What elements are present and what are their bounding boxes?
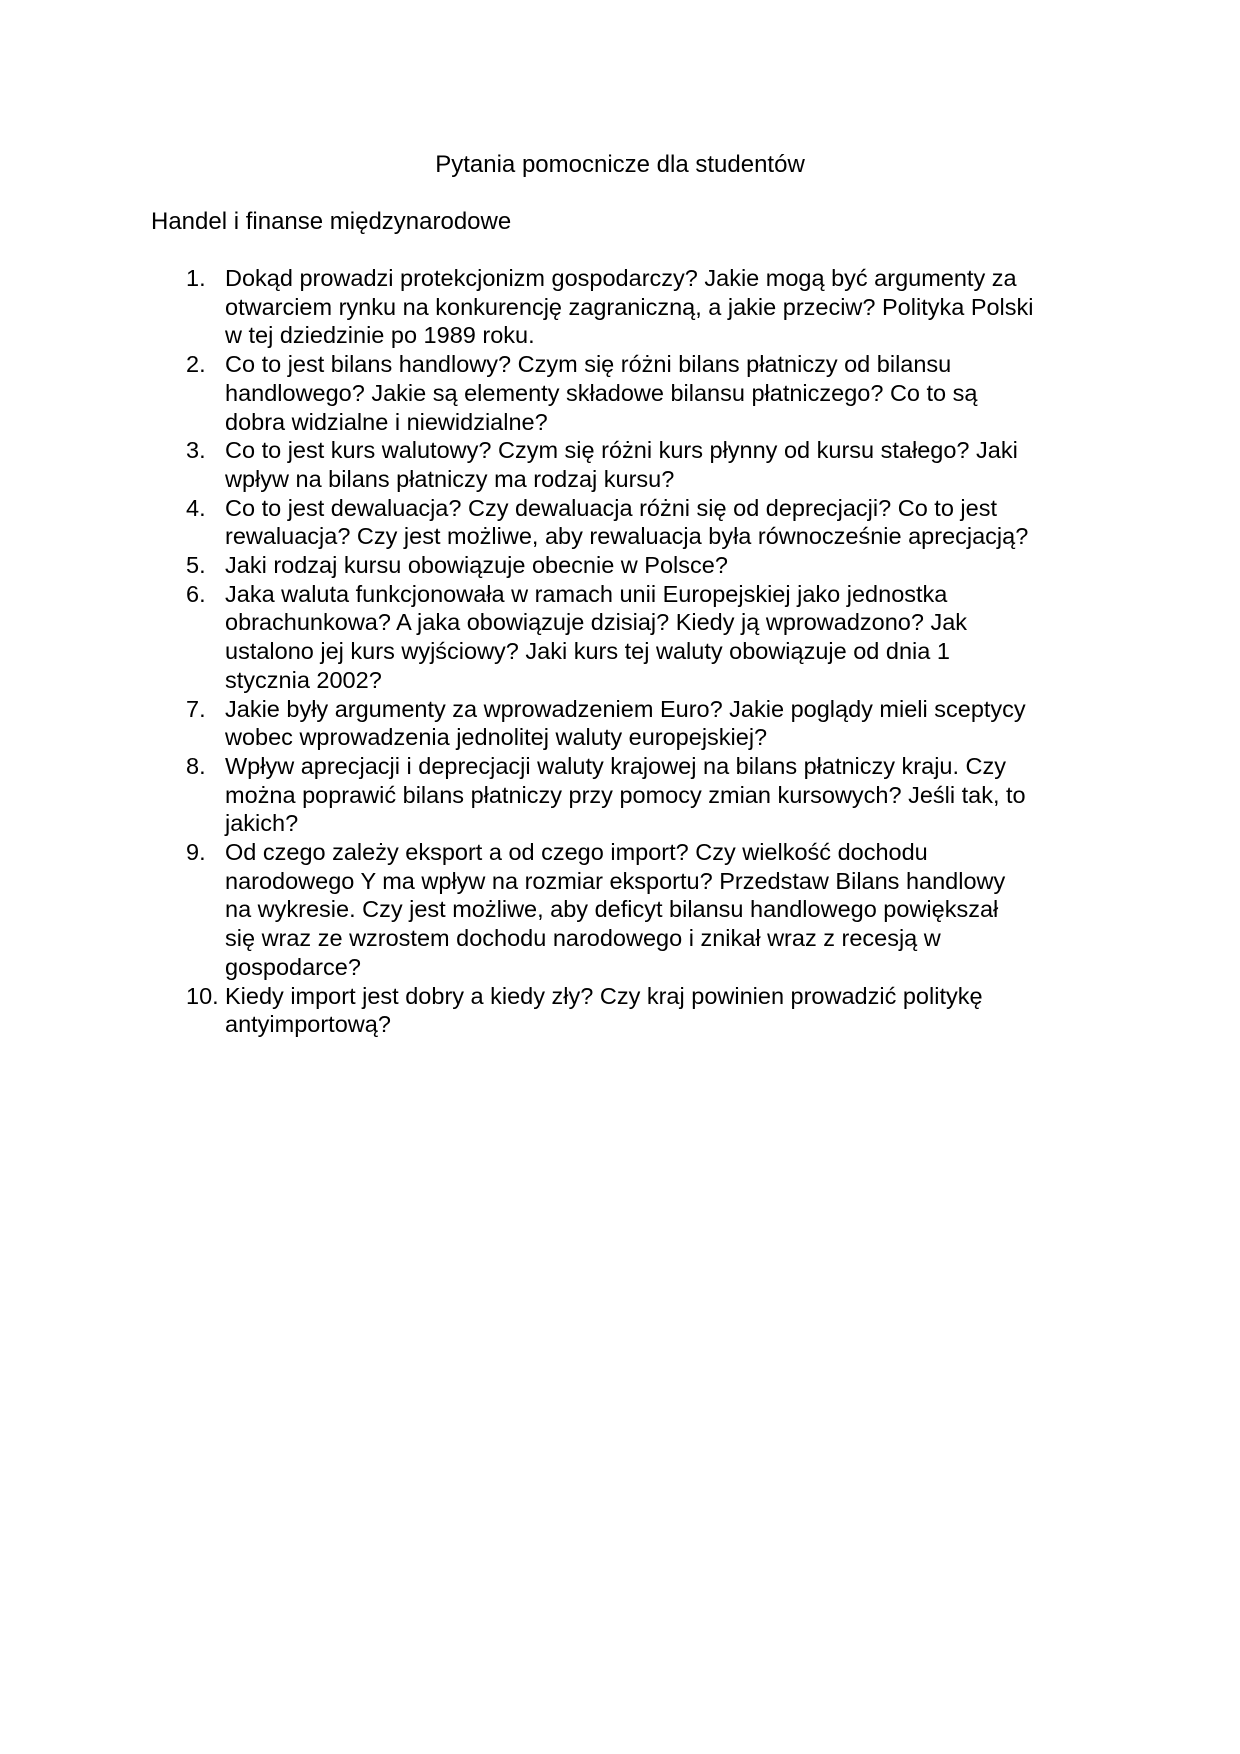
question-text-line: Jaki rodzaj kursu obowiązuje obecnie w Polsce? <box>225 552 728 579</box>
question-text-line: Jaka waluta funkcjonowała w ramach unii Europejskiej jako jednostka <box>225 580 948 607</box>
question-item <box>0 494 1095 551</box>
question-text-line: otwarciem rynku na konkurencję zagraniczną, a jakie przeciw? Polityka Polski <box>225 293 1034 320</box>
question-text-line: się wraz ze wzrostem dochodu narodowego i znikał wraz z recesją w <box>225 925 941 952</box>
question-number: 5. <box>186 552 206 579</box>
question-text-line: Kiedy import jest dobry a kiedy zły? Czy kraj powinien prowadzić politykę <box>225 982 983 1009</box>
question-text-line: Co to jest dewaluacja? Czy dewaluacja różni się od deprecjacji? Co to jest <box>225 494 997 521</box>
question-text-line: stycznia 2002? <box>225 666 382 693</box>
question-text-line: wpływ na bilans płatniczy ma rodzaj kursu? <box>225 465 675 492</box>
question-item <box>0 350 1095 436</box>
question-text-line: Co to jest kurs walutowy? Czym się różni kurs płynny od kursu stałego? Jaki <box>225 437 1018 464</box>
question-number: 4. <box>186 494 206 521</box>
question-text-line: dobra widzialne i niewidzialne? <box>225 408 548 435</box>
question-text-line: Dokąd prowadzi protekcjonizm gospodarczy? Jakie mogą być argumenty za <box>225 265 1017 291</box>
question-text-line: ustalono jej kurs wyjściowy? Jaki kurs tej waluty obowiązuje od dnia 1 <box>225 638 950 665</box>
question-text-line: Wpływ aprecjacji i deprecjacji waluty krajowej na bilans płatniczy kraju. Czy <box>225 752 1007 779</box>
question-number: 8. <box>186 752 206 779</box>
question-text-line: Co to jest bilans handlowy? Czym się różni bilans płatniczy od bilansu <box>225 351 952 378</box>
question-item <box>0 580 1095 695</box>
question-item <box>0 264 1095 350</box>
question-item <box>0 695 1095 752</box>
question-number: 6. <box>186 580 206 607</box>
question-text-line: antyimportową? <box>225 1011 391 1038</box>
question-text-line: Jakie były argumenty za wprowadzeniem Euro? Jakie poglądy mieli sceptycy <box>225 695 1026 722</box>
question-text-line: narodowego Y ma wpływ na rozmiar eksportu? Przedstaw Bilans handlowy <box>225 867 1006 894</box>
question-item <box>0 551 1095 580</box>
question-item <box>0 982 1095 1039</box>
question-text-line: handlowego? Jakie są elementy składowe bilansu płatniczego? Co to są <box>225 379 978 406</box>
question-list <box>0 264 1240 1039</box>
question-text-line: wobec wprowadzenia jednolitej waluty europejskiej? <box>225 724 768 751</box>
question-text-line: gospodarce? <box>225 953 361 980</box>
question-number: 10. <box>186 982 219 1009</box>
question-text-line: Od czego zależy eksport a od czego import? Czy wielkość dochodu <box>225 839 928 866</box>
question-item <box>0 838 1095 982</box>
question-number: 9. <box>186 839 206 866</box>
question-text-line: można poprawić bilans płatniczy przy pomocy zmian kursowych? Jeśli tak, to <box>225 781 1026 808</box>
question-text-line: obrachunkowa? A jaka obowiązuje dzisiaj? Kiedy ją wprowadzono? Jak <box>225 609 968 636</box>
question-item <box>0 436 1095 493</box>
question-number: 7. <box>186 695 206 722</box>
page-title: Pytania pomocnicze dla studentów <box>435 151 805 178</box>
question-item <box>0 752 1095 838</box>
question-text-line: rewaluacja? Czy jest możliwe, aby rewaluacja była równocześnie aprecjacją? <box>225 523 1029 550</box>
section-heading: Handel i finanse międzynarodowe <box>151 208 512 235</box>
question-number: 2. <box>186 351 206 378</box>
question-text-line: jakich? <box>225 810 299 837</box>
question-text-line: w tej dziedzinie po 1989 roku. <box>225 322 535 349</box>
question-number: 1. <box>186 265 206 291</box>
question-number: 3. <box>186 437 206 464</box>
question-text-line: na wykresie. Czy jest możliwe, aby deficyt bilansu handlowego powiększał <box>225 896 999 923</box>
